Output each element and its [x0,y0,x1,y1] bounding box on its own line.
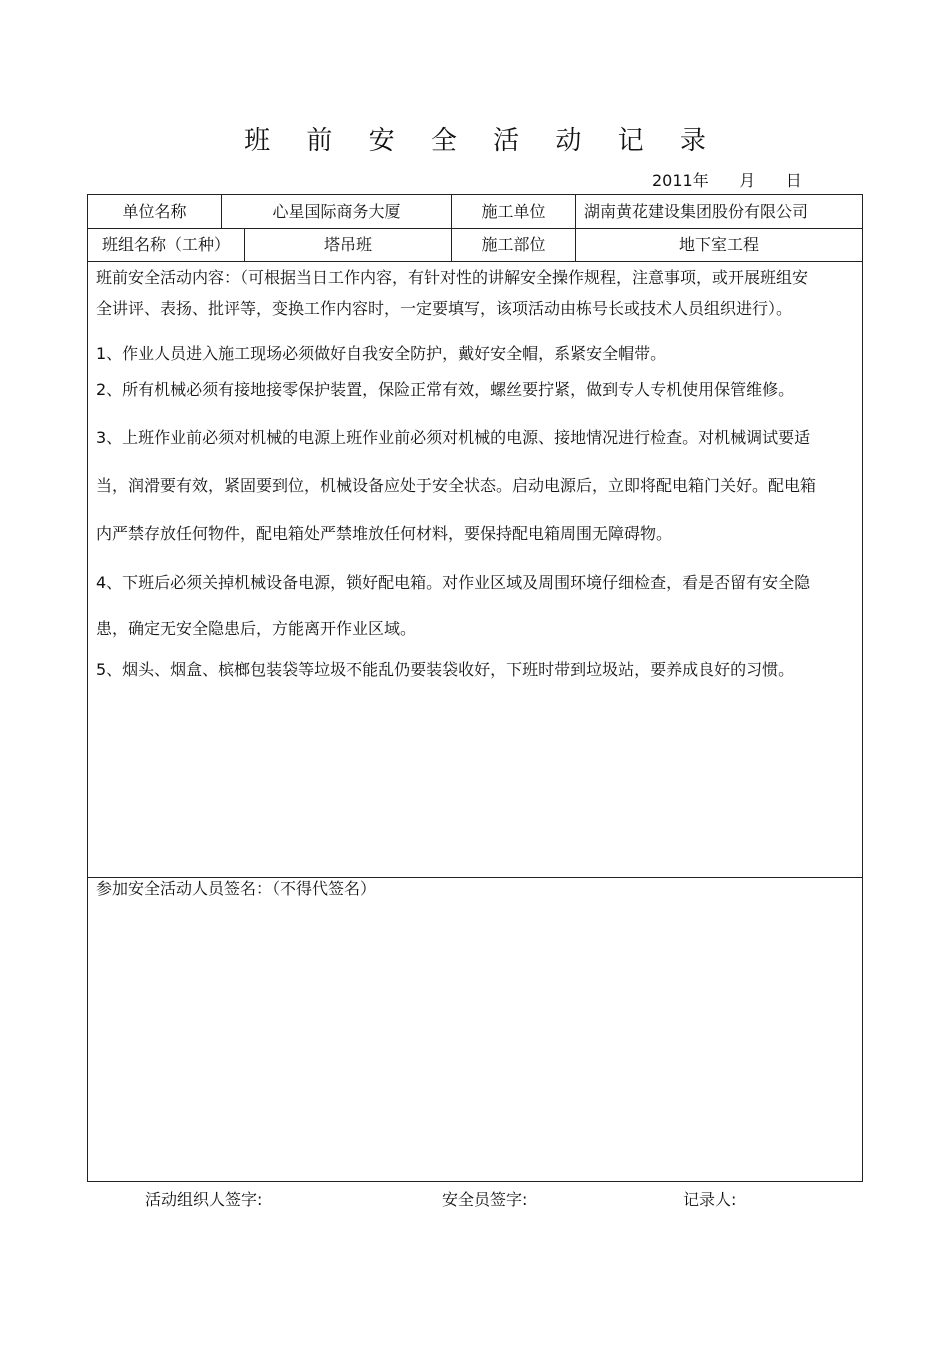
unit-name-label: 单位名称 [122,202,187,221]
activity-content [96,262,816,688]
recorder-signature-label: 记录人: [683,1190,737,1209]
signature-label: 参加安全活动人员签名：（不得代签名） [96,879,377,898]
content-item-5: 5、烟头、烟盒、槟榔包装袋等垃圾不能乱仍要装袋收好，下班时带到垃圾站，要养成良好的习惯。 [96,660,795,679]
record-form [87,194,863,1182]
construction-unit-value: 湖南黄花建设集团股份有限公司 [584,202,809,221]
content-intro: 班前安全活动内容：（可根据当日工作内容，有针对性的讲解安全操作规程，注意事项，或开展班组安全讲评、表扬、批评等，变换工作内容时，一定要填写，该项活动由栋号长或技术人员组织进行）。 [96,268,809,318]
content-item-4: 4、下班后必须关掉机械设备电源，锁好配电箱。对作业区域及周围环境仔细检查，看是否留有安全隐患，确定无安全隐患后，方能离开作业区域。 [96,573,811,638]
record-date: 2011年 月 日 [652,171,802,190]
content-item-3: 3、上班作业前必须对机械的电源上班作业前必须对机械的电源、接地情况进行检查。对机械调试要适当，润滑要有效，紧固要到位，机械设备应处于安全状态。启动电源后，立即将配电箱门关好。配电箱内严禁存放任何物件，配电箱处严禁堆放任何材料，要保持配电箱周围无障碍物。 [96,428,817,543]
content-item-1: 1、作业人员进入施工现场必须做好自我安全防护，戴好安全帽，系紧安全帽带。 [96,344,667,363]
construction-part-value: 地下室工程 [678,235,759,254]
page-title: 班 前 安 全 活 动 记 录 [244,126,720,156]
content-item-2: 2、所有机械必须有接地接零保护装置，保险正常有效，螺丝要拧紧，做到专人专机使用保管维修。 [96,380,795,399]
safety-officer-signature-label: 安全员签字: [442,1190,528,1209]
organizer-signature-label: 活动组织人签字: [145,1190,263,1209]
unit-name-value: 心星国际商务大厦 [272,202,401,221]
construction-part-label: 施工部位 [481,235,546,254]
team-name-label: 班组名称（工种） [101,235,230,254]
team-name-value: 塔吊班 [323,235,372,254]
construction-unit-label: 施工单位 [481,202,546,221]
